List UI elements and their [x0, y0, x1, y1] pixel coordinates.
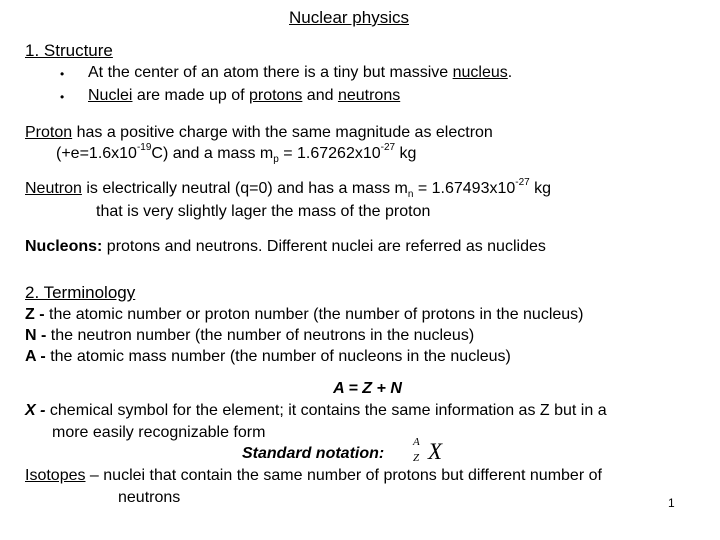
proton-mass-exp: -27: [380, 141, 396, 153]
terminology-heading: [25, 283, 135, 303]
bullet-1-text: At the center of an atom there is a tiny but massive: [88, 64, 453, 81]
z-definition: [25, 306, 584, 324]
bullet-2-text-b: and: [302, 87, 338, 104]
structure-heading-text: 1. Structure: [25, 41, 113, 60]
nucleons-text: protons and neutrons. Different nuclei are referred as nuclides: [102, 238, 546, 255]
element-symbol: X: [428, 439, 443, 464]
proton-line-2: [56, 141, 417, 166]
z-text: the atomic number or proton number (the number of protons in the nucleus): [49, 306, 584, 323]
neutron-line-2: that is very slightly lager the mass of the proton: [96, 203, 431, 220]
page-title-text: Nuclear physics: [289, 8, 409, 27]
proton-charge: (+e=1.6x10: [56, 145, 137, 162]
proton-mass-label: C) and a mass m: [151, 145, 274, 162]
mass-number-symbol: A: [413, 436, 420, 448]
nucleons-line: [25, 238, 546, 256]
bullet-marker-1: •: [60, 67, 65, 81]
neutron-mass-exp: -27: [515, 176, 530, 188]
nuclei-term: Nuclei: [88, 87, 133, 104]
a-text: the atomic mass number (the number of nucleons in the nucleus): [50, 348, 511, 365]
bullet-2: [88, 87, 400, 105]
proton-mass-value: = 1.67262x10: [278, 145, 381, 162]
a-term: A -: [25, 348, 51, 365]
nucleons-term: Nucleons:: [25, 238, 103, 255]
neutron-mass-value: = 1.67493x10: [413, 180, 516, 197]
proton-mass-unit: kg: [395, 145, 417, 162]
n-definition: [25, 327, 474, 345]
n-text: the neutron number (the number of neutrons in the nucleus): [50, 327, 475, 344]
bullet-1: [88, 64, 512, 82]
isotopes-text: – nuclei that contain the same number of protons but different number of: [85, 467, 602, 484]
protons-term: protons: [248, 87, 303, 104]
neutron-term: Neutron: [25, 180, 82, 197]
x-definition-line-2: more easily recognizable form: [52, 424, 266, 441]
x-text: chemical symbol for the element; it contains the same information as Z but in a: [49, 402, 607, 419]
terminology-heading-text: 2. Terminology: [25, 283, 136, 302]
proton-desc: has a positive charge with the same magnitude as electron: [72, 124, 493, 141]
neutron-mass-sub: n: [407, 189, 414, 201]
proton-line-1: [25, 124, 493, 142]
mass-formula: A = Z + N: [333, 380, 402, 397]
bullet-2-text-a: are made up of: [132, 87, 249, 104]
nucleus-term: nucleus: [452, 64, 508, 81]
neutrons-term: neutrons: [337, 87, 401, 104]
neutron-desc: is electrically neutral (q=0) and has a mass m: [81, 180, 408, 197]
page-number: 1: [668, 496, 675, 510]
a-definition: [25, 348, 511, 366]
n-term: N -: [25, 327, 51, 344]
neutron-line-1: [25, 176, 552, 201]
neutron-mass-unit: kg: [529, 180, 552, 197]
bullet-marker-2: •: [60, 90, 65, 104]
isotopes-term: Isotopes: [25, 467, 86, 484]
z-term: Z -: [25, 306, 49, 323]
x-definition-line-1: [25, 402, 607, 420]
standard-notation-label: Standard notation:: [242, 445, 385, 462]
proton-term: Proton: [25, 124, 73, 141]
structure-heading: [25, 41, 113, 61]
x-term: X -: [25, 402, 50, 419]
bullet-1-end: .: [507, 64, 513, 81]
proton-charge-exp: -19: [136, 141, 152, 153]
proton-mass-sub: p: [273, 154, 279, 166]
page-title: [0, 8, 698, 28]
isotopes-line-2: neutrons: [118, 489, 181, 506]
nuclide-notation: [410, 436, 450, 470]
atomic-number-symbol: Z: [413, 452, 420, 464]
isotopes-line-1: [25, 467, 602, 485]
